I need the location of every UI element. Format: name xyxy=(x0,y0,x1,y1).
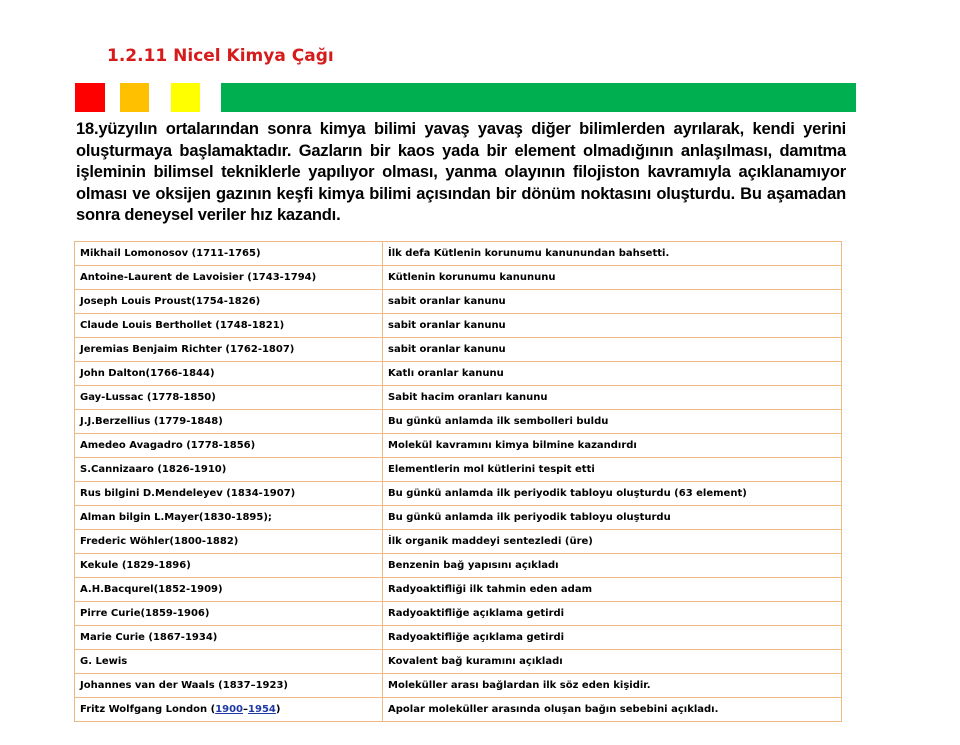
scientist-name-cell: Pirre Curie(1859-1906) xyxy=(75,602,383,626)
contribution-cell: Elementlerin mol kütlerini tespit etti xyxy=(383,458,842,482)
orange-square-decoration xyxy=(120,83,149,112)
table-row xyxy=(75,434,842,458)
table-row xyxy=(75,482,842,506)
contribution-cell: Sabit hacim oranları kanunu xyxy=(383,386,842,410)
scientist-name-cell: Claude Louis Berthollet (1748-1821) xyxy=(75,314,383,338)
contribution-cell: Radyoaktifliğe açıklama getirdi xyxy=(383,626,842,650)
table-row xyxy=(75,266,842,290)
scientist-name-cell: Johannes van der Waals (1837–1923) xyxy=(75,674,383,698)
scientist-name-cell: A.H.Bacqurel(1852-1909) xyxy=(75,578,383,602)
contribution-cell: Molekül kavramını kimya bilmine kazandırdı xyxy=(383,434,842,458)
contribution-cell: İlk defa Kütlenin korunumu kanunundan bahsetti. xyxy=(383,242,842,266)
contribution-cell: Bu günkü anlamda ilk periyodik tabloyu oluşturdu (63 element) xyxy=(383,482,842,506)
scientist-name-cell: Antoine-Laurent de Lavoisier (1743-1794) xyxy=(75,266,383,290)
table-row xyxy=(75,338,842,362)
table-row xyxy=(75,602,842,626)
scientist-name-cell: Kekule (1829-1896) xyxy=(75,554,383,578)
table-row xyxy=(75,530,842,554)
table-row xyxy=(75,554,842,578)
contribution-cell: Bu günkü anlamda ilk periyodik tabloyu oluşturdu xyxy=(383,506,842,530)
year-dash: – xyxy=(243,704,249,715)
death-year-link[interactable]: 1954 xyxy=(248,704,276,715)
contribution-cell: İlk organik maddeyi sentezledi (üre) xyxy=(383,530,842,554)
scientist-name-cell: G. Lewis xyxy=(75,650,383,674)
scientist-name-cell: Alman bilgin L.Mayer(1830-1895); xyxy=(75,506,383,530)
contribution-cell: Radyoaktifliğe açıklama getirdi xyxy=(383,602,842,626)
scientist-name-cell: Joseph Louis Proust(1754-1826) xyxy=(75,290,383,314)
name-prefix: Fritz Wolfgang London ( xyxy=(80,704,216,715)
scientist-name-cell: Gay-Lussac (1778-1850) xyxy=(75,386,383,410)
scientist-name-cell: Marie Curie (1867-1934) xyxy=(75,626,383,650)
contribution-cell: Moleküller arası bağlardan ilk söz eden kişidir. xyxy=(383,674,842,698)
contribution-cell: Katlı oranlar kanunu xyxy=(383,362,842,386)
contribution-cell: Kütlenin korunumu kanununu xyxy=(383,266,842,290)
scientist-name-cell: Jeremias Benjaim Richter (1762-1807) xyxy=(75,338,383,362)
scientist-name-cell: Mikhail Lomonosov (1711-1765) xyxy=(75,242,383,266)
table-row xyxy=(75,242,842,266)
contribution-cell: sabit oranlar kanunu xyxy=(383,290,842,314)
green-bar-decoration xyxy=(221,83,856,112)
name-suffix: ) xyxy=(275,704,281,715)
scientist-name-cell: Amedeo Avagadro (1778-1856) xyxy=(75,434,383,458)
table-row xyxy=(75,698,842,722)
scientist-name-cell: John Dalton(1766-1844) xyxy=(75,362,383,386)
contribution-cell: sabit oranlar kanunu xyxy=(383,314,842,338)
contribution-cell: Benzenin bağ yapısını açıkladı xyxy=(383,554,842,578)
scientist-name-cell: Rus bilgini D.Mendeleyev (1834-1907) xyxy=(75,482,383,506)
yellow-square-decoration xyxy=(171,83,200,112)
scientist-name-cell: S.Cannizaaro (1826-1910) xyxy=(75,458,383,482)
table-row xyxy=(75,506,842,530)
scientist-name-cell: Frederic Wöhler(1800-1882) xyxy=(75,530,383,554)
table-row xyxy=(75,458,842,482)
scientist-name-cell: J.J.Berzellius (1779-1848) xyxy=(75,410,383,434)
table-row xyxy=(75,362,842,386)
table-row xyxy=(75,578,842,602)
intro-paragraph: 18.yüzyılın ortalarından sonra kimya bilimi yavaş yavaş diğer bilimlerden ayrılarak, kendi yerini oluşturmaya başlamaktadır. Gazların bir kaos yada bir element olmadığının anlaşılması, damıtma işleminin bilimsel tekniklerle yapılıyor olması, yanma olayının filojiston kavramıyla açıklanamıyor olması ve oksijen gazının keşfi kimya bilimi açısından bir dönüm noktasını oluşturdu. Bu aşamadan sonra deneysel veriler hız kazandı. xyxy=(76,120,846,224)
scientist-name-cell xyxy=(75,698,383,722)
red-square-decoration xyxy=(75,83,105,112)
contribution-cell: sabit oranlar kanunu xyxy=(383,338,842,362)
table-row xyxy=(75,410,842,434)
contribution-cell: Bu günkü anlamda ilk sembolleri buldu xyxy=(383,410,842,434)
contribution-cell: Apolar moleküller arasında oluşan bağın sebebini açıkladı. xyxy=(383,698,842,722)
table-row xyxy=(75,626,842,650)
table-row xyxy=(75,314,842,338)
scientists-table xyxy=(74,241,842,722)
section-title: 1.2.11 Nicel Kimya Çağı xyxy=(107,46,334,66)
birth-year-link[interactable]: 1900 xyxy=(215,704,244,715)
contribution-cell: Radyoaktifliği ilk tahmin eden adam xyxy=(383,578,842,602)
table-row xyxy=(75,386,842,410)
table-row xyxy=(75,290,842,314)
table-row xyxy=(75,674,842,698)
contribution-cell: Kovalent bağ kuramını açıkladı xyxy=(383,650,842,674)
table-row xyxy=(75,650,842,674)
